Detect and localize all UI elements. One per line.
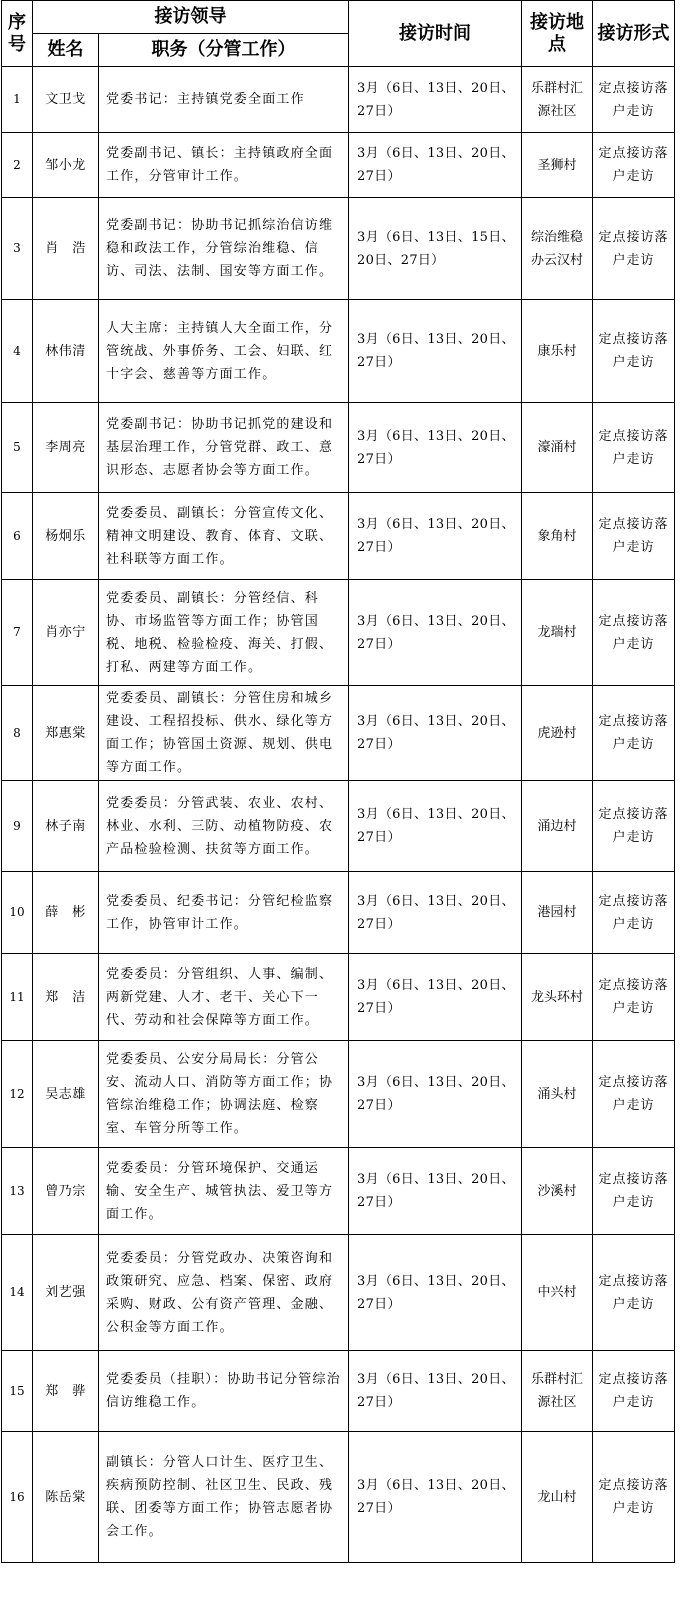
row-number: 16 bbox=[2, 1432, 33, 1563]
leader-name: 肖亦宁 bbox=[33, 580, 99, 686]
reception-form: 定点接访落户走访 bbox=[593, 1432, 675, 1563]
reception-form: 定点接访落户走访 bbox=[593, 300, 675, 403]
reception-place: 乐群村汇源社区 bbox=[522, 67, 593, 133]
reception-place: 乐群村汇源社区 bbox=[522, 1351, 593, 1432]
row-number: 15 bbox=[2, 1351, 33, 1432]
table-row bbox=[2, 781, 675, 872]
leader-name: 郑 骅 bbox=[33, 1351, 99, 1432]
reception-form: 定点接访落户走访 bbox=[593, 580, 675, 686]
leader-duty: 党委委员、副镇长：分管经信、科协、市场监管等方面工作；协管国税、地税、检验检疫、海关、打假、打私、两建等方面工作。 bbox=[99, 580, 349, 686]
leader-duty: 党委委员：分管党政办、决策咨询和政策研究、应急、档案、保密、政府采购、财政、公有资产管理、金融、公积金等方面工作。 bbox=[99, 1235, 349, 1351]
leader-name: 刘艺强 bbox=[33, 1235, 99, 1351]
table-row bbox=[2, 67, 675, 133]
reception-place: 涌边村 bbox=[522, 781, 593, 872]
row-number: 1 bbox=[2, 67, 33, 133]
reception-time: 3月（6日、13日、20日、27日） bbox=[349, 403, 522, 493]
reception-place: 象角村 bbox=[522, 493, 593, 580]
leader-duty: 人大主席：主持镇人大全面工作，分管统战、外事侨务、工会、妇联、红十字会、慈善等方面工作。 bbox=[99, 300, 349, 403]
leader-duty: 党委委员（挂职）：协助书记分管综治信访维稳工作。 bbox=[99, 1351, 349, 1432]
reception-form: 定点接访落户走访 bbox=[593, 493, 675, 580]
header-duty: 职务（分管工作） bbox=[99, 34, 349, 67]
table-row bbox=[2, 1148, 675, 1235]
reception-place: 龙头环村 bbox=[522, 954, 593, 1041]
row-number: 3 bbox=[2, 198, 33, 300]
reception-form: 定点接访落户走访 bbox=[593, 954, 675, 1041]
reception-place: 中兴村 bbox=[522, 1235, 593, 1351]
reception-place: 沙溪村 bbox=[522, 1148, 593, 1235]
table-row bbox=[2, 300, 675, 403]
reception-form: 定点接访落户走访 bbox=[593, 781, 675, 872]
header-row-1 bbox=[2, 1, 675, 34]
row-number: 14 bbox=[2, 1235, 33, 1351]
header-name: 姓名 bbox=[33, 34, 99, 67]
reception-place: 龙山村 bbox=[522, 1432, 593, 1563]
reception-place: 综治维稳办云汉村 bbox=[522, 198, 593, 300]
leader-name: 吴志雄 bbox=[33, 1041, 99, 1148]
reception-form: 定点接访落户走访 bbox=[593, 133, 675, 198]
leader-duty: 党委委员、公安分局局长：分管公安、流动人口、消防等方面工作；协管综治维稳工作；协调法庭、检察室、车管分所等工作。 bbox=[99, 1041, 349, 1148]
row-number: 5 bbox=[2, 403, 33, 493]
table-row bbox=[2, 1351, 675, 1432]
row-number: 9 bbox=[2, 781, 33, 872]
row-number: 4 bbox=[2, 300, 33, 403]
reception-form: 定点接访落户走访 bbox=[593, 1235, 675, 1351]
row-number: 7 bbox=[2, 580, 33, 686]
leader-name: 林子南 bbox=[33, 781, 99, 872]
table-header bbox=[2, 1, 675, 67]
reception-form: 定点接访落户走访 bbox=[593, 1148, 675, 1235]
reception-time: 3月（6日、13日、20日、27日） bbox=[349, 1351, 522, 1432]
leader-name: 曾乃宗 bbox=[33, 1148, 99, 1235]
leader-name: 郑 洁 bbox=[33, 954, 99, 1041]
leader-duty: 副镇长：分管人口计生、医疗卫生、疾病预防控制、社区卫生、民政、残联、团委等方面工作；协管志愿者协会工作。 bbox=[99, 1432, 349, 1563]
table-row bbox=[2, 198, 675, 300]
leader-name: 文卫戈 bbox=[33, 67, 99, 133]
reception-time: 3月（6日、13日、15日、20日、27日） bbox=[349, 198, 522, 300]
row-number: 8 bbox=[2, 686, 33, 781]
leader-duty: 党委委员：分管武装、农业、农村、林业、水利、三防、动植物防疫、农产品检验检测、扶贫等方面工作。 bbox=[99, 781, 349, 872]
reception-time: 3月（6日、13日、20日、27日） bbox=[349, 1148, 522, 1235]
header-leader: 接访领导 bbox=[33, 1, 349, 34]
reception-time: 3月（6日、13日、20日、27日） bbox=[349, 872, 522, 954]
header-no: 序号 bbox=[2, 1, 33, 67]
table-row bbox=[2, 580, 675, 686]
table-row bbox=[2, 493, 675, 580]
leader-duty: 党委书记：主持镇党委全面工作 bbox=[99, 67, 349, 133]
table-row bbox=[2, 1041, 675, 1148]
leader-duty: 党委副书记：协助书记抓党的建设和基层治理工作，分管党群、政工、意识形态、志愿者协会等方面工作。 bbox=[99, 403, 349, 493]
reception-form: 定点接访落户走访 bbox=[593, 67, 675, 133]
leader-duty: 党委委员：分管环境保护、交通运输、安全生产、城管执法、爱卫等方面工作。 bbox=[99, 1148, 349, 1235]
reception-schedule-table bbox=[1, 0, 675, 1563]
reception-place: 涌头村 bbox=[522, 1041, 593, 1148]
table-row bbox=[2, 686, 675, 781]
leader-name: 薛 彬 bbox=[33, 872, 99, 954]
table-row bbox=[2, 872, 675, 954]
leader-duty: 党委委员、副镇长：分管宣传文化、精神文明建设、教育、体育、文联、社科联等方面工作。 bbox=[99, 493, 349, 580]
leader-name: 肖 浩 bbox=[33, 198, 99, 300]
leader-duty: 党委副书记：协助书记抓综治信访维稳和政法工作，分管综治维稳、信访、司法、法制、国安等方面工作。 bbox=[99, 198, 349, 300]
table-row bbox=[2, 1432, 675, 1563]
reception-form: 定点接访落户走访 bbox=[593, 1041, 675, 1148]
reception-form: 定点接访落户走访 bbox=[593, 872, 675, 954]
leader-name: 陈岳棠 bbox=[33, 1432, 99, 1563]
reception-form: 定点接访落户走访 bbox=[593, 1351, 675, 1432]
reception-place: 康乐村 bbox=[522, 300, 593, 403]
leader-duty: 党委委员：分管组织、人事、编制、两新党建、人才、老干、关心下一代、劳动和社会保障等方面工作。 bbox=[99, 954, 349, 1041]
reception-form: 定点接访落户走访 bbox=[593, 198, 675, 300]
reception-place: 龙瑞村 bbox=[522, 580, 593, 686]
leader-name: 林伟清 bbox=[33, 300, 99, 403]
leader-name: 郑惠棠 bbox=[33, 686, 99, 781]
row-number: 10 bbox=[2, 872, 33, 954]
leader-name: 杨炯乐 bbox=[33, 493, 99, 580]
row-number: 11 bbox=[2, 954, 33, 1041]
row-number: 6 bbox=[2, 493, 33, 580]
table-row bbox=[2, 1235, 675, 1351]
reception-time: 3月（6日、13日、20日、27日） bbox=[349, 133, 522, 198]
leader-duty: 党委委员、副镇长：分管住房和城乡建设、工程招投标、供水、绿化等方面工作；协管国土资源、规划、供电等方面工作。 bbox=[99, 686, 349, 781]
reception-time: 3月（6日、13日、20日、27日） bbox=[349, 686, 522, 781]
reception-time: 3月（6日、13日、20日、27日） bbox=[349, 580, 522, 686]
header-form: 接访形式 bbox=[593, 1, 675, 67]
reception-place: 港园村 bbox=[522, 872, 593, 954]
reception-place: 濠涌村 bbox=[522, 403, 593, 493]
reception-time: 3月（6日、13日、20日、27日） bbox=[349, 781, 522, 872]
leader-duty: 党委委员、纪委书记：分管纪检监察工作，协管审计工作。 bbox=[99, 872, 349, 954]
row-number: 2 bbox=[2, 133, 33, 198]
reception-time: 3月（6日、13日、20日、27日） bbox=[349, 954, 522, 1041]
table-row bbox=[2, 403, 675, 493]
reception-time: 3月（6日、13日、20日、27日） bbox=[349, 1235, 522, 1351]
leader-name: 邹小龙 bbox=[33, 133, 99, 198]
leader-name: 李周亮 bbox=[33, 403, 99, 493]
table-row bbox=[2, 133, 675, 198]
reception-form: 定点接访落户走访 bbox=[593, 686, 675, 781]
row-number: 13 bbox=[2, 1148, 33, 1235]
header-place: 接访地点 bbox=[522, 1, 593, 67]
reception-place: 圣狮村 bbox=[522, 133, 593, 198]
row-number: 12 bbox=[2, 1041, 33, 1148]
header-time: 接访时间 bbox=[349, 1, 522, 67]
reception-time: 3月（6日、13日、20日、27日） bbox=[349, 1432, 522, 1563]
leader-duty: 党委副书记、镇长：主持镇政府全面工作，分管审计工作。 bbox=[99, 133, 349, 198]
table-body bbox=[2, 67, 675, 1563]
reception-place: 虎逊村 bbox=[522, 686, 593, 781]
reception-time: 3月（6日、13日、20日、27日） bbox=[349, 300, 522, 403]
reception-time: 3月（6日、13日、20日、27日） bbox=[349, 493, 522, 580]
reception-time: 3月（6日、13日、20日、27日） bbox=[349, 1041, 522, 1148]
table-row bbox=[2, 954, 675, 1041]
reception-form: 定点接访落户走访 bbox=[593, 403, 675, 493]
reception-time: 3月（6日、13日、20日、27日） bbox=[349, 67, 522, 133]
